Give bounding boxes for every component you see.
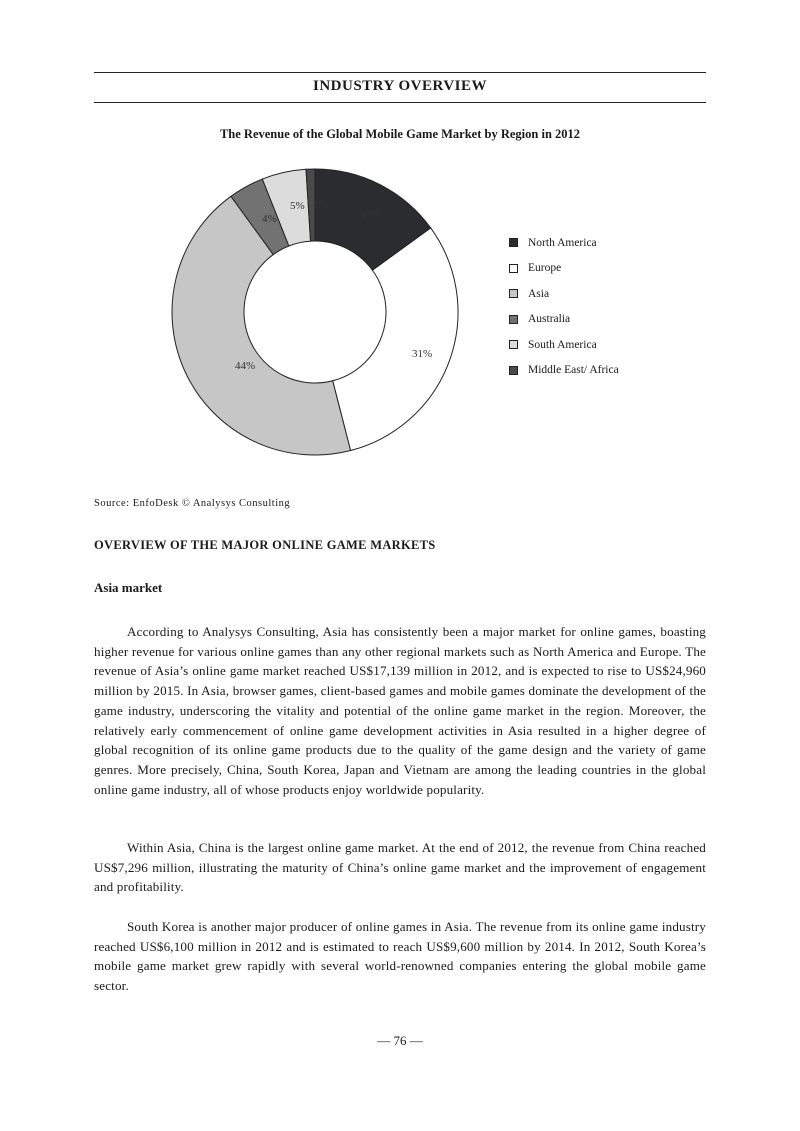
donut-chart [0, 0, 800, 520]
donut-slice-europe [333, 228, 458, 451]
legend-swatch [509, 315, 518, 324]
legend-label: Australia [528, 313, 571, 326]
legend-item-north-america [509, 230, 619, 256]
legend-item-europe [509, 256, 619, 282]
chart-legend [509, 230, 619, 383]
legend-swatch [509, 264, 518, 273]
data-label-europe: 31% [412, 348, 433, 360]
legend-label: Asia [528, 287, 550, 300]
legend-item-australia [509, 307, 619, 333]
legend-swatch [509, 238, 518, 247]
data-label-north-america: 15% [362, 209, 383, 221]
section-heading: OVERVIEW OF THE MAJOR ONLINE GAME MARKETS [94, 538, 436, 552]
sub-heading: Asia market [94, 580, 163, 595]
legend-label: North America [528, 236, 597, 249]
legend-swatch [509, 340, 518, 349]
legend-label: Europe [528, 262, 562, 275]
paragraph-asia-market: According to Analysys Consulting, Asia has consistently been a major market for online games, boasting higher revenue for various online games than any other regional markets such as North America and Europe. The revenue of Asia’s online game market reached US$17,139 million in 2012, and is expected to rise to US$24,960 million by 2015. In Asia, browser games, client-based games and mobile games dominate the development of the game industry, underscoring the vitality and potential of the online game market in the region. Moreover, the relatively early commencement of online game development activities in Asia resulted in a higher degree of global recognition of its online game products due to the quality of the game design and the variety of game genres. More precisely, China, South Korea, Japan and Vietnam are among the leading countries in the global online game industry, all of whose products enjoy worldwide popularity. [94, 624, 706, 797]
page-number: — 76 — [377, 1033, 423, 1048]
legend-label: South America [528, 338, 597, 351]
legend-swatch [509, 366, 518, 375]
chart-title: The Revenue of the Global Mobile Game Market by Region in 2012 [219, 127, 581, 141]
legend-item-middle-east-africa [509, 358, 619, 384]
data-label-australia: 4% [262, 213, 277, 225]
page-header-title: INDUSTRY OVERVIEW [313, 78, 487, 94]
legend-item-south-america [509, 332, 619, 358]
paragraph-china: Within Asia, China is the largest online game market. At the end of 2012, the revenue from China reached US$7,296 million, illustrating the maturity of China’s online game market and the improvement of engagement and profitability. [94, 840, 706, 895]
data-label-middle-east-africa: 1% [313, 199, 328, 211]
data-label-south-america: 5% [290, 200, 305, 212]
legend-label: Middle East/ Africa [528, 364, 619, 377]
legend-item-asia [509, 281, 619, 307]
paragraph-south-korea: South Korea is another major producer of online games in Asia. The revenue from its online game industry reached US$6,100 million in 2012 and is estimated to reach US$9,600 million by 2014. In 2012, South Korea’s mobile game market grew rapidly with several world-renowned companies entering the global mobile game sector. [94, 919, 706, 994]
data-label-asia: 44% [235, 360, 256, 372]
chart-source-note: Source: EnfoDesk © Analysys Consulting [94, 498, 291, 509]
legend-swatch [509, 289, 518, 298]
